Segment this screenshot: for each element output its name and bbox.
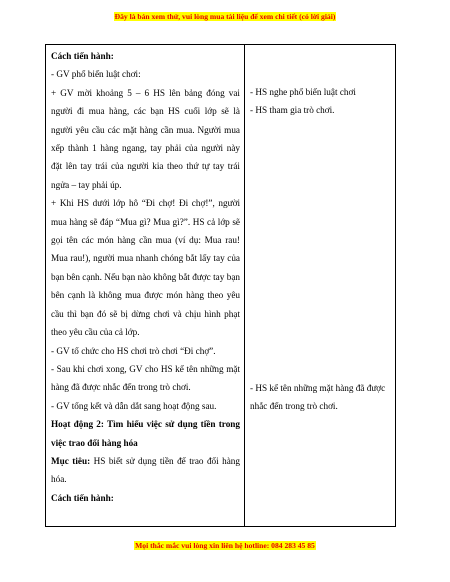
student-activity: - HS nghe phổ biến luật chơi bbox=[250, 87, 356, 97]
paragraph: - GV tổ chức cho HS chơi trò chơi “Đi chợ”. bbox=[51, 345, 216, 356]
paragraph: + Khi HS dưới lớp hô “Đi chợ! Đi chợ!”, người mua hàng sẽ đáp “Mua gì? Mua gì?”. HS cả lớp sẽ gọi tên các món hàng cần mua (ví dụ: Mua rau! Mua rau!), người mua nhanh chóng bắt lấy tay của bạn bên cạnh. Nếu bạn nào không bắt được tay bạn bên cạnh là không mua được món hàng theo yêu cầu thì bạn đó sẽ bị dừng chơi và chịu hình phạt theo yêu cầu của cả lớp. bbox=[51, 198, 240, 338]
student-activities-column-lower bbox=[250, 379, 390, 416]
objective-paragraph bbox=[51, 452, 240, 489]
objective-text: HS biết sử dụng tiền để trao đổi hàng hóa. bbox=[51, 455, 240, 485]
section-heading: Cách tiến hành: bbox=[51, 51, 114, 61]
section-heading: Cách tiến hành: bbox=[51, 492, 114, 503]
student-activity: - HS tham gia trò chơi. bbox=[250, 105, 335, 116]
student-activity: - HS kể tên những mặt hàng đã được nhắc đến trong trò chơi. bbox=[250, 383, 386, 412]
hotline-banner bbox=[0, 541, 450, 550]
paragraph: - GV phổ biến luật chơi: bbox=[51, 69, 141, 80]
hotline-text: Mọi thắc mắc vui lòng xin liên hệ hotline: 084 283 45 85 bbox=[135, 541, 315, 550]
teacher-activities-column bbox=[51, 47, 240, 507]
student-activities-column bbox=[250, 83, 390, 120]
objective-label: Mục tiêu: bbox=[51, 455, 91, 466]
paragraph: + GV mời khoảng 5 – 6 HS lên bảng đóng vai người đi mua hàng, các bạn HS cuối lớp sẽ là người yêu cầu các mặt hàng cần mua. Người mua xếp thành 1 hàng ngang, tay phải của người này đặt lên tay trái của người kia theo thứ tự tay trái ngửa – tay phải úp. bbox=[51, 87, 240, 190]
preview-notice-text: Đây là bản xem thử, vui lòng mua tài liệu để xem chi tiết (có lời giải) bbox=[114, 12, 336, 21]
paragraph: - Sau khi chơi xong, GV cho HS kể tên những mặt hàng đã được nhắc đến trong trò chơi. bbox=[51, 363, 240, 393]
preview-notice-banner bbox=[0, 12, 450, 21]
paragraph: - GV tổng kết và dẫn dắt sang hoạt động sau. bbox=[51, 400, 217, 411]
activity-heading: Hoạt động 2: Tìm hiểu việc sử dụng tiền trong việc trao đổi hàng hóa bbox=[51, 419, 240, 448]
lesson-table bbox=[45, 44, 396, 527]
column-divider bbox=[244, 45, 245, 526]
